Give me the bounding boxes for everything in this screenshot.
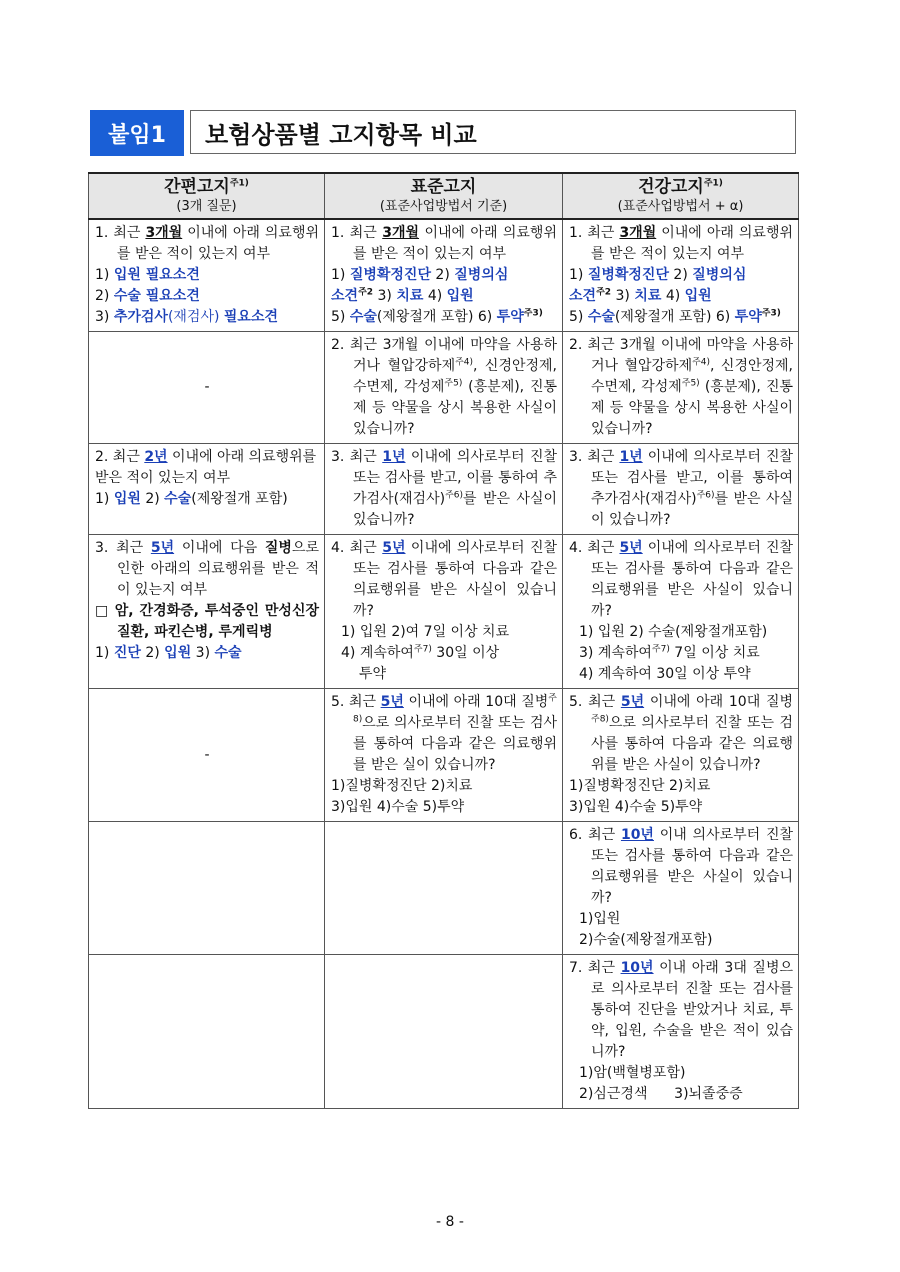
cell-simple-q1: 1. 최근 3개월 이내에 아래 의료행위를 받은 적이 있는지 여부 1) 입원 필요소견 2) 수술 필요소견 3) 추가검사(재검사) 필요소견 [89,219,325,332]
column-header-health: 건강고지$^{주1)}$ (표준사업방법서 + α) [563,173,799,219]
cell-health-q6: 6. 최근 10년 이내 의사로부터 진찰 또는 검사를 통하여 다음과 같은 의료행위를 받은 사실이 있습니까? 1)입원 2)수술(제왕절개포함) [563,822,799,955]
cell-health-q4: 4. 최근 5년 이내에 의사로부터 진찰 또는 검사를 통하여 다음과 같은 의료행위를 받은 사실이 있습니까? 1) 입원 2) 수술(제왕절개포함) 3) 계속하여$^{주7)}$ 7일 이상 치료 4) 계속하여 30일 이상 투약 [563,535,799,689]
cell-standard-blank [325,822,563,955]
cell-simple-empty: - [89,332,325,444]
cell-health-q7: 7. 최근 10년 이내 아래 3대 질병으로 의사로부터 진찰 또는 검사를 통하여 진단을 받았거나 치료, 투약, 입원, 수술을 받은 적이 있습니까? 1)암(백혈병포함) 2)심근경색 3)뇌졸중증 [563,955,799,1109]
cell-simple-q3: 3. 최근 5년 이내에 다음 질병으로 인한 아래의 의료행위를 받은 적이 있는지 여부 □ 암, 간경화증, 투석중인 만성신장질환, 파킨슨병, 루게릭병 1) 진단 2) 입원 3) 수술 [89,535,325,689]
cell-standard-q3: 3. 최근 1년 이내에 의사로부터 진찰 또는 검사를 받고, 이를 통하여 추가검사(재검사)$^{주6)}$를 받은 사실이 있습니까? [325,444,563,535]
table-row [89,219,799,332]
table-row [89,444,799,535]
attachment-badge: 붙임1 [90,110,184,156]
title-bar [90,110,798,156]
table-header-row [89,173,799,219]
cell-health-q1: 1. 최근 3개월 이내에 아래 의료행위를 받은 적이 있는지 여부 1) 질병확정진단 2) 질병의심 소견$^{주2}$ 3) 치료 4) 입원 5) 수술(제왕절개 포함) 6) 투약$^{주3)}$ [563,219,799,332]
table-row [89,535,799,689]
table-row [89,689,799,822]
table-row [89,332,799,444]
column-header-simple: 간편고지$^{주1)}$ (3개 질문) [89,173,325,219]
cell-health-q2: 2. 최근 3개월 이내에 마약을 사용하거나 혈압강하제$^{주4)}$, 신경안정제, 수면제, 각성제$^{주5)}$ (흥분제), 진통제 등 약물을 상시 복용한 사실이 있습니까? [563,332,799,444]
page-number: - 8 - [436,1214,464,1230]
comparison-table [88,172,799,1109]
cell-standard-q4: 4. 최근 5년 이내에 의사로부터 진찰 또는 검사를 통하여 다음과 같은 의료행위를 받은 사실이 있습니까? 1) 입원 2)여 7일 이상 치료 4) 계속하여$^{주7)}$ 30일 이상 투약 [325,535,563,689]
cell-simple-empty: - [89,689,325,822]
cell-standard-blank [325,955,563,1109]
cell-standard-q1: 1. 최근 3개월 이내에 아래 의료행위를 받은 적이 있는지 여부 1) 질병확정진단 2) 질병의심 소견$^{주2}$ 3) 치료 4) 입원 5) 수술(제왕절개 포함) 6) 투약$^{주3)}$ [325,219,563,332]
cell-health-q3: 3. 최근 1년 이내에 의사로부터 진찰 또는 검사를 받고, 이를 통하여 추가검사(재검사)$^{주6)}$를 받은 사실이 있습니까? [563,444,799,535]
column-header-standard: 표준고지 (표준사업방법서 기준) [325,173,563,219]
cell-health-q5: 5. 최근 5년 이내에 아래 10대 질병$^{주8)}$으로 의사로부터 진찰 또는 검사를 통하여 다음과 같은 의료행위를 받은 사실이 있습니까? 1)질병확정진단 2)치료 3)입원 4)수술 5)투약 [563,689,799,822]
cell-simple-blank [89,822,325,955]
page-title: 보험상품별 고지항목 비교 [190,110,796,154]
cell-simple-blank [89,955,325,1109]
table-row [89,955,799,1109]
cell-standard-q2: 2. 최근 3개월 이내에 마약을 사용하거나 혈압강하제$^{주4)}$, 신경안정제, 수면제, 각성제$^{주5)}$ (흥분제), 진통제 등 약물을 상시 복용한 사실이 있습니까? [325,332,563,444]
cell-standard-q5: 5. 최근 5년 이내에 아래 10대 질병$^{주8)}$으로 의사로부터 진찰 또는 검사를 통하여 다음과 같은 의료행위를 받은 실이 있습니까? 1)질병확정진단 2)치료 3)입원 4)수술 5)투약 [325,689,563,822]
checkbox-icon: □ [95,603,115,619]
cell-simple-q2: 2. 최근 2년 이내에 아래 의료행위를 받은 적이 있는지 여부 1) 입원 2) 수술(제왕절개 포함) [89,444,325,535]
table-row [89,822,799,955]
